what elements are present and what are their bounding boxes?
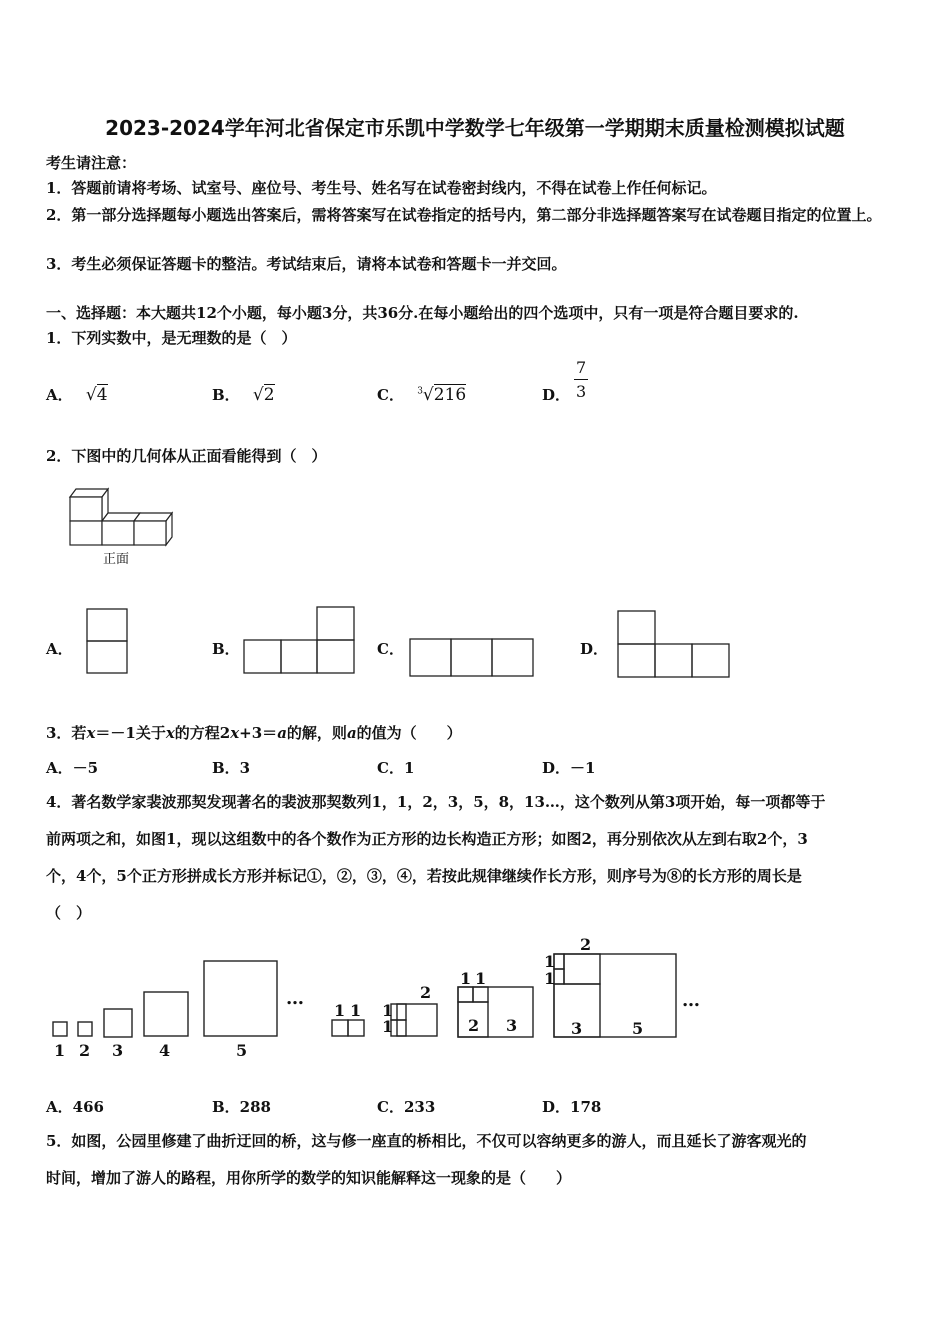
q1-option-a[interactable] bbox=[46, 384, 108, 405]
q1-d-label: D． bbox=[542, 386, 571, 404]
r2-label-b: 1 bbox=[382, 1017, 394, 1036]
q2-figure-d bbox=[617, 610, 733, 680]
q2-figure-a bbox=[86, 608, 130, 676]
sqrt-2: √2 bbox=[252, 385, 275, 405]
fig-label-5: 5 bbox=[236, 1041, 248, 1060]
q3-option-b[interactable]: B．3 bbox=[212, 759, 251, 777]
notice-heading: 考生请注意： bbox=[46, 154, 137, 172]
page-title: 2023-2024学年河北省保定市乐凯中学数学七年级第一学期期末质量检测模拟试题 bbox=[105, 116, 845, 140]
q1-option-b[interactable] bbox=[212, 384, 275, 405]
q2-option-a[interactable]: A． bbox=[46, 640, 73, 658]
q4-option-a[interactable]: A．466 bbox=[46, 1098, 104, 1116]
sqrt-4: √4 bbox=[85, 385, 108, 405]
q5-line-2: 时间，增加了游人的路程，用你所学的数学的知识能解释这一现象的是（ ） bbox=[46, 1169, 572, 1187]
q4-line-1: 4．著名数学家裴波那契发现著名的裴波那契数列1，1，2，3，5，8，13…，这个数列从第3项开始，每一项都等于 bbox=[46, 793, 826, 811]
q2-figure-c bbox=[409, 638, 537, 680]
r3-label-3: 3 bbox=[506, 1016, 518, 1035]
fig-label-4: 4 bbox=[159, 1041, 171, 1060]
r1-label-b: 1 bbox=[350, 1001, 362, 1020]
r4-label-3: 3 bbox=[571, 1019, 583, 1038]
r3-label-2: 2 bbox=[468, 1016, 480, 1035]
fig-label-2: 2 bbox=[79, 1041, 91, 1060]
ellipsis-2: … bbox=[682, 990, 700, 1011]
q2-stem: 2．下图中的几何体从正面看能得到（ ） bbox=[46, 447, 327, 465]
q4-line-2: 前两项之和，如图1，现以这组数中的各个数作为正方形的边长构造正方形；如图2，再分别依次从左到右取2个，3 bbox=[46, 830, 808, 848]
fraction-7-3: $\frac{7}{3}$ bbox=[576, 358, 587, 401]
ellipsis-1: … bbox=[286, 988, 304, 1009]
q5-line-1: 5．如图，公园里修建了曲折迂回的桥，这与修一座直的桥相比，不仅可以容纳更多的游人，而且延长了游客观光的 bbox=[46, 1132, 807, 1150]
q4-option-d[interactable]: D．178 bbox=[542, 1098, 602, 1116]
q3-option-d[interactable]: D．－1 bbox=[542, 759, 596, 777]
q1-stem: 1．下列实数中，是无理数的是（ ） bbox=[46, 329, 297, 347]
front-view-label: 正面 bbox=[103, 552, 130, 567]
r1-label-a: 1 bbox=[334, 1001, 346, 1020]
r2-label-2: 2 bbox=[420, 983, 432, 1002]
q2-option-b[interactable]: B． bbox=[212, 640, 240, 658]
q4-option-b[interactable]: B．288 bbox=[212, 1098, 271, 1116]
r3-label-b: 1 bbox=[475, 969, 487, 988]
notice-item-1: 1．答题前请将考场、试室号、座位号、考生号、姓名写在试卷密封线内，不得在试卷上作任何标记。 bbox=[46, 179, 717, 197]
q1-a-label: A． bbox=[46, 386, 73, 404]
r4-label-2: 2 bbox=[580, 935, 592, 954]
q2-option-d[interactable]: D． bbox=[580, 640, 609, 658]
q2-option-c[interactable]: C． bbox=[377, 640, 404, 658]
notice-item-3: 3．考生必须保证答题卡的整洁。考试结束后，请将本试卷和答题卡一并交回。 bbox=[46, 255, 567, 273]
notice-item-2: 2．第一部分选择题每小题选出答案后，需将答案写在试卷指定的括号内，第二部分非选择题答案写在试卷题目指定的位置上。 bbox=[46, 206, 882, 224]
q3-stem: 3．若x＝－1关于x的方程2x+3＝a的解，则a的值为（ ） bbox=[46, 724, 462, 742]
fig-label-3: 3 bbox=[112, 1041, 124, 1060]
r4-label-5: 5 bbox=[632, 1019, 644, 1038]
q1-option-d[interactable] bbox=[542, 384, 570, 405]
q2-figure-b bbox=[243, 606, 357, 676]
fig-label-1: 1 bbox=[54, 1041, 66, 1060]
r4-label-b: 1 bbox=[544, 969, 556, 988]
q4-option-c[interactable]: C．233 bbox=[377, 1098, 436, 1116]
q4-line-4: （ ） bbox=[46, 904, 92, 922]
r3-label-a: 1 bbox=[460, 969, 472, 988]
section-heading: 一、选择题：本大题共12个小题，每小题3分，共36分.在每小题给出的四个选项中，只有一项是符合题目要求的. bbox=[46, 304, 799, 322]
q1-c-label: C． bbox=[377, 386, 404, 404]
r2-label-a: 1 bbox=[382, 1001, 394, 1020]
q3-option-c[interactable]: C．1 bbox=[377, 759, 415, 777]
q3-option-a[interactable]: A．－5 bbox=[46, 759, 99, 777]
q1-option-c[interactable] bbox=[377, 384, 466, 405]
fibonacci-figure bbox=[46, 934, 716, 1064]
cube-root-216: $^3$√216 bbox=[417, 385, 467, 405]
q4-line-3: 个，4个，5个正方形拼成长方形并标记①，②，③，④，若按此规律继续作长方形，则序号为⑧的长方形的周长是 bbox=[46, 867, 802, 885]
r4-label-a: 1 bbox=[544, 952, 556, 971]
q1-b-label: B． bbox=[212, 386, 240, 404]
